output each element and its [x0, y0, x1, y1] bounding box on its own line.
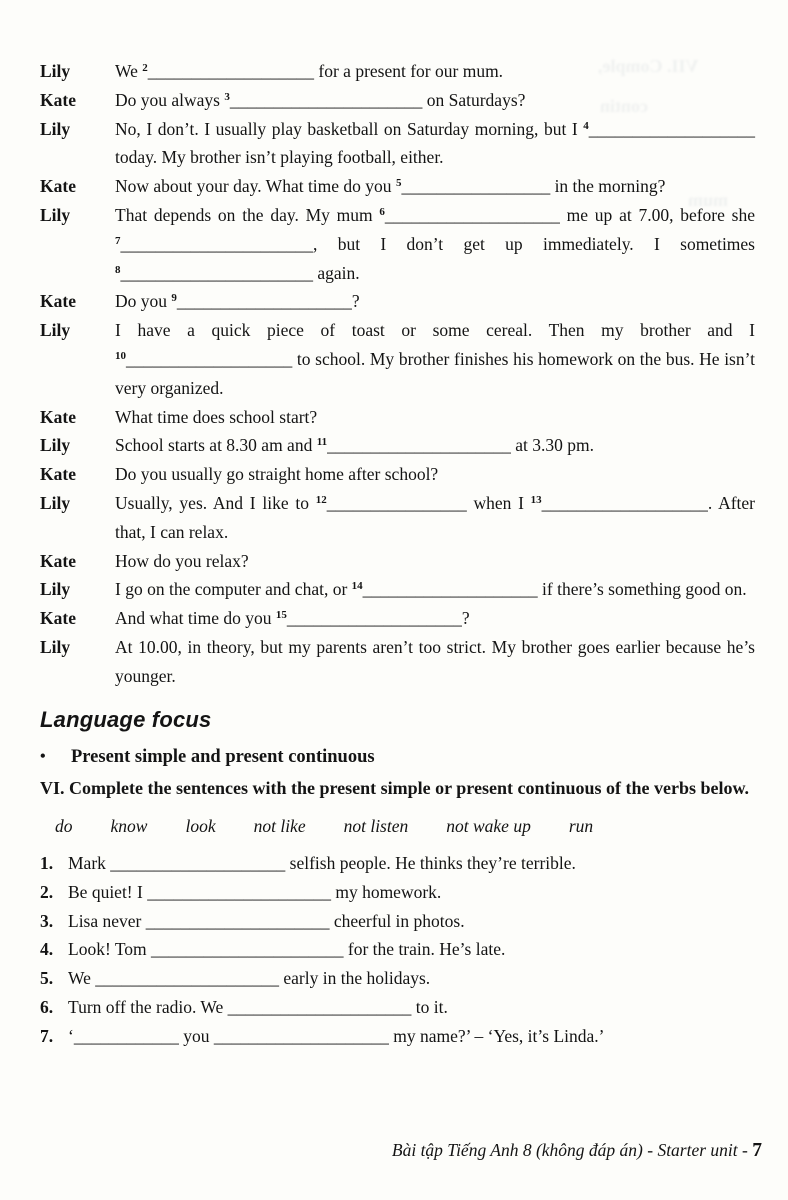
page-number: 7 — [752, 1140, 762, 1161]
exercise-item-text: Lisa never _____________________ cheerful in photos. — [68, 910, 465, 931]
verb-bank-item: do — [55, 816, 73, 837]
dialogue-row — [40, 633, 755, 691]
blank-number: 8 — [115, 263, 121, 276]
exercise-item-number: 6. — [40, 996, 54, 1017]
exercise-item-text: Be quiet! I _____________________ my homework. — [68, 881, 442, 902]
speaker-name: Lily — [40, 118, 71, 139]
blank-number: 7 — [115, 234, 121, 247]
language-focus-heading: Language focus — [40, 706, 212, 732]
exercise-item-text: Turn off the radio. We _____________________ to it. — [68, 996, 448, 1017]
speaker-name: Kate — [40, 176, 76, 197]
blank-number: 5 — [395, 177, 402, 190]
speaker-name: Lily — [40, 204, 71, 225]
speaker-name: Kate — [40, 89, 76, 110]
footer-text: Bài tập Tiếng Anh 8 (không đáp án) - Starter unit - — [391, 1140, 748, 1160]
dialogue-text: Do you usually go straight home after school? — [115, 464, 439, 485]
verb-bank-item: not wake up — [446, 816, 531, 837]
dialogue-text: Do you always $^3$______________________ on Saturdays? — [115, 89, 526, 110]
exercise-row — [40, 993, 755, 1022]
blank-number: 2 — [142, 62, 148, 74]
exercise-row — [40, 849, 755, 878]
speaker-name: Kate — [40, 464, 76, 485]
dialogue-row — [40, 575, 755, 604]
dialogue-text: Do you $^9$____________________? — [115, 291, 360, 312]
exercise-item-number: 5. — [40, 968, 54, 989]
bleedthrough-text: VII. Comple, — [598, 56, 699, 76]
dialogue-text: What time does school start? — [115, 406, 318, 427]
exercise-item-number: 2. — [40, 881, 54, 902]
dialogue-row — [40, 460, 755, 489]
bleedthrough-text: mum — [688, 190, 728, 210]
exercise-vi-heading — [40, 774, 755, 803]
exercise-item-number: 7. — [40, 1025, 54, 1046]
dialogue-text: At 10.00, in theory, but my parents aren’t too strict. My brother goes earlier because he’s younger. — [115, 636, 755, 686]
dialogue-row — [40, 316, 755, 402]
blank-number: 9 — [171, 292, 177, 305]
speaker-name: Kate — [40, 608, 76, 629]
bleedthrough-text: contin — [600, 96, 649, 116]
speaker-name: Kate — [40, 406, 76, 427]
exercise-list — [40, 849, 755, 1051]
dialogue-text: We $^2$___________________ for a present for our mum. — [115, 61, 504, 81]
bullet-icon: • — [40, 747, 46, 765]
exercise-item-number: 3. — [40, 910, 54, 931]
speaker-name: Lily — [40, 492, 71, 513]
speaker-name: Lily — [40, 435, 71, 456]
dialogue-text: I have a quick piece of toast or some cereal. Then my brother and I $^{10}$___________________ to school. My brother finishes his homework on the bus. He isn’t very organized. — [115, 320, 755, 398]
exercise-item-number: 4. — [40, 939, 54, 960]
exercise-row — [40, 907, 755, 936]
exercise-item-text: Mark ____________________ selfish people. He thinks they’re terrible. — [68, 852, 576, 873]
dialogue-text: And what time do you $^{15}$____________________? — [115, 608, 470, 629]
speaker-name: Kate — [40, 291, 76, 312]
blank-number: 6 — [379, 205, 385, 218]
exercise-row — [40, 935, 755, 964]
exercise-row — [40, 878, 755, 907]
verb-bank-item: not listen — [343, 816, 409, 837]
dialogue-row — [40, 86, 755, 115]
dialogue-row — [40, 115, 755, 173]
blank-number: 15 — [275, 609, 287, 622]
exercise-item-text: Look! Tom ______________________ for the train. He’s late. — [68, 939, 506, 960]
dialogue-text: School starts at 8.30 am and $^{11}$_____________________ at 3.30 pm. — [115, 435, 594, 456]
exercise-row — [40, 1022, 755, 1051]
grammar-point-row — [40, 743, 755, 772]
dialogue-row — [40, 547, 755, 576]
speaker-name: Lily — [40, 320, 71, 341]
blank-number: 11 — [316, 436, 328, 449]
speaker-name: Lily — [40, 579, 71, 600]
exercise-row — [40, 964, 755, 993]
dialogue-row — [40, 172, 755, 201]
dialogue-row — [40, 57, 755, 86]
exercise-item-number: 1. — [40, 852, 54, 873]
dialogue-row — [40, 431, 755, 460]
dialogue-section — [40, 57, 755, 691]
dialogue-text: How do you relax? — [115, 550, 249, 571]
exercise-number: VI. — [40, 778, 65, 799]
verb-bank-item: run — [568, 816, 594, 837]
verb-bank-item: not like — [253, 816, 306, 837]
dialogue-row — [40, 489, 755, 547]
grammar-point-heading: Present simple and present continuous — [71, 746, 375, 767]
exercise-item-text: ‘____________ you ____________________ my name?’ – ‘Yes, it’s Linda.’ — [68, 1025, 605, 1046]
blank-number: 13 — [530, 493, 542, 506]
verb-bank — [55, 812, 755, 841]
verb-bank-item: look — [185, 816, 216, 837]
dialogue-row — [40, 403, 755, 432]
speaker-name: Lily — [40, 61, 71, 81]
blank-number: 4 — [583, 119, 589, 132]
page-footer — [392, 1136, 762, 1166]
dialogue-text: Now about your day. What time do you $^5$_________________ in the morning? — [115, 176, 666, 197]
dialogue-row — [40, 287, 755, 316]
blank-number: 10 — [115, 349, 126, 362]
blank-number: 3 — [224, 90, 230, 103]
blank-number: 12 — [315, 493, 327, 506]
exercise-instruction: Complete the sentences with the present simple or present continuous of the verbs below. — [69, 778, 749, 799]
dialogue-row — [40, 201, 755, 287]
verb-bank-item: know — [110, 816, 148, 837]
blank-number: 14 — [351, 580, 363, 593]
dialogue-list — [40, 57, 755, 691]
speaker-name: Lily — [40, 636, 71, 657]
dialogue-text: That depends on the day. My mum $^6$____________________ me up at 7.00, before she $^7$______________________, but I don’t get up immediately. I sometimes $^8$______________________ again. — [115, 204, 755, 283]
dialogue-text: Usually, yes. And I like to $^{12}$________________ when I $^{13}$___________________. After that, I can relax. — [115, 492, 755, 542]
dialogue-row — [40, 604, 755, 633]
dialogue-text: I go on the computer and chat, or $^{14}$____________________ if there’s something good on. — [115, 579, 747, 600]
speaker-name: Kate — [40, 550, 76, 571]
exercise-item-text: We _____________________ early in the holidays. — [68, 968, 431, 989]
dialogue-text: No, I don’t. I usually play basketball on Saturday morning, but I $^4$___________________ today. My brother isn’t playing football, either. — [115, 118, 755, 168]
